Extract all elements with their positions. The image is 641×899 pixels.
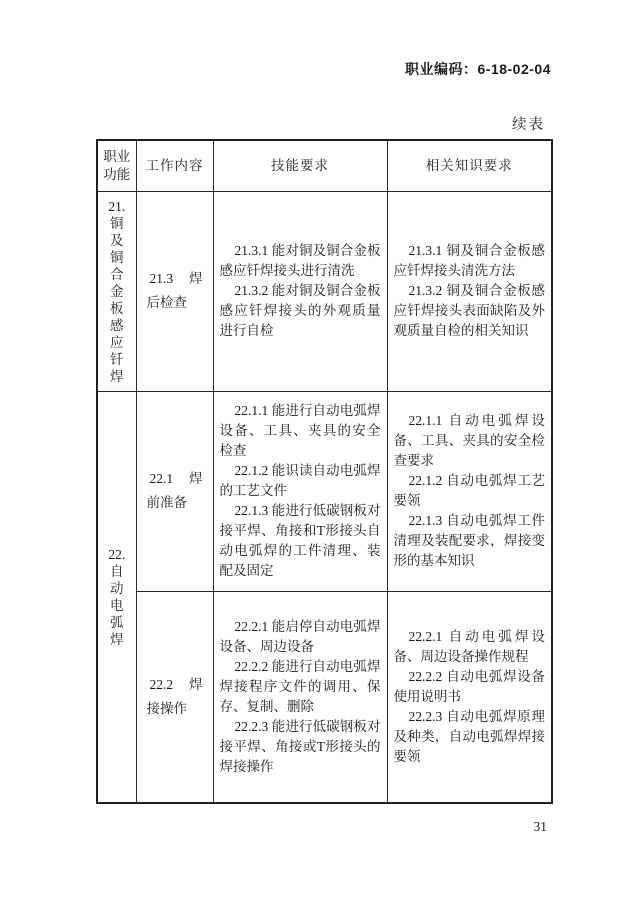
- work-content-label: 22.1 焊前准备: [146, 471, 203, 510]
- header-work-content: 工作内容: [136, 140, 213, 191]
- knowledge-cell-21-3: [387, 191, 552, 391]
- work-content-cell-21-3: [136, 191, 213, 391]
- skill-item: 22.1.3 能进行低碳钢板对接平焊、角接和T形接头自动电弧焊的工件清理、装配及固定: [219, 503, 381, 578]
- occupation-code-label: 职业编码：6-18-02-04: [405, 61, 551, 77]
- work-content-label: 21.3 焊后检查: [146, 271, 203, 310]
- function-cell-21: [97, 191, 136, 391]
- skills-cell-22-1: [213, 391, 387, 591]
- skill-item: 22.2.3 能进行低碳钢板对接平焊、角接或T形接头的焊接操作: [219, 718, 381, 774]
- table-row: [97, 191, 552, 391]
- skill-item: 22.1.1 能进行自动电弧焊设备、工具、夹具的安全检查: [219, 403, 381, 458]
- function-name: 铜及铜合金板感应钎焊: [110, 215, 124, 384]
- function-cell-22: [97, 391, 136, 803]
- knowledge-cell-22-1: [387, 391, 552, 591]
- skills-cell-22-2: [213, 591, 387, 803]
- skill-item: 21.3.2 能对铜及铜合金板感应钎焊接头的外观质量进行自检: [219, 283, 381, 338]
- header-occupational-function: [97, 140, 136, 191]
- knowledge-item: 22.2.3 自动电弧焊原理及种类，自动电弧焊焊接要领: [393, 708, 545, 764]
- table-row: [97, 391, 552, 591]
- work-content-cell-22-2: [136, 591, 213, 803]
- knowledge-item: 22.2.1 自动电弧焊设备、周边设备操作规程: [393, 628, 545, 664]
- knowledge-item: 22.1.3 自动电弧焊工件清理及装配要求，焊接变形的基本知识: [393, 513, 545, 568]
- knowledge-item: 21.3.2 铜及铜合金板感应钎焊接头表面缺陷及外观质量自检的相关知识: [393, 283, 545, 338]
- knowledge-item: 22.1.1 自动电弧焊设备、工具、夹具的安全检查要求: [393, 413, 545, 468]
- function-number: 22.: [108, 546, 126, 562]
- page-number: 31: [533, 819, 547, 834]
- skill-item: 21.3.1 能对铜及铜合金板感应钎焊接头进行清洗: [219, 243, 381, 278]
- knowledge-item: 21.3.1 铜及铜合金板感应钎焊接头清洗方法: [393, 243, 545, 278]
- work-content-label: 22.2 焊接操作: [146, 676, 203, 716]
- knowledge-cell-22-2: [387, 591, 552, 803]
- header-row: [97, 140, 552, 191]
- table-row: [97, 591, 552, 803]
- header-occupational-function-label: 职业功能: [103, 148, 131, 182]
- header-skill-requirements: 技能要求: [213, 140, 387, 191]
- function-name: 自动电弧焊: [110, 563, 124, 647]
- occupational-standard-table: [96, 139, 553, 804]
- skill-item: 22.1.2 能识读自动电弧焊的工艺文件: [219, 463, 381, 498]
- skill-item: 22.2.1 能启停自动电弧焊设备、周边设备: [219, 618, 381, 654]
- header-knowledge-requirements: 相关知识要求: [387, 140, 552, 191]
- skill-item: 22.2.2 能进行自动电弧焊焊接程序文件的调用、保存、复制、删除: [219, 658, 381, 714]
- knowledge-item: 22.2.2 自动电弧焊设备使用说明书: [393, 668, 545, 704]
- function-number: 21.: [108, 198, 126, 214]
- work-content-cell-22-1: [136, 391, 213, 591]
- knowledge-item: 22.1.2 自动电弧焊工艺要领: [393, 473, 545, 508]
- skills-cell-21-3: [213, 191, 387, 391]
- continued-table-label: 续表: [512, 117, 545, 133]
